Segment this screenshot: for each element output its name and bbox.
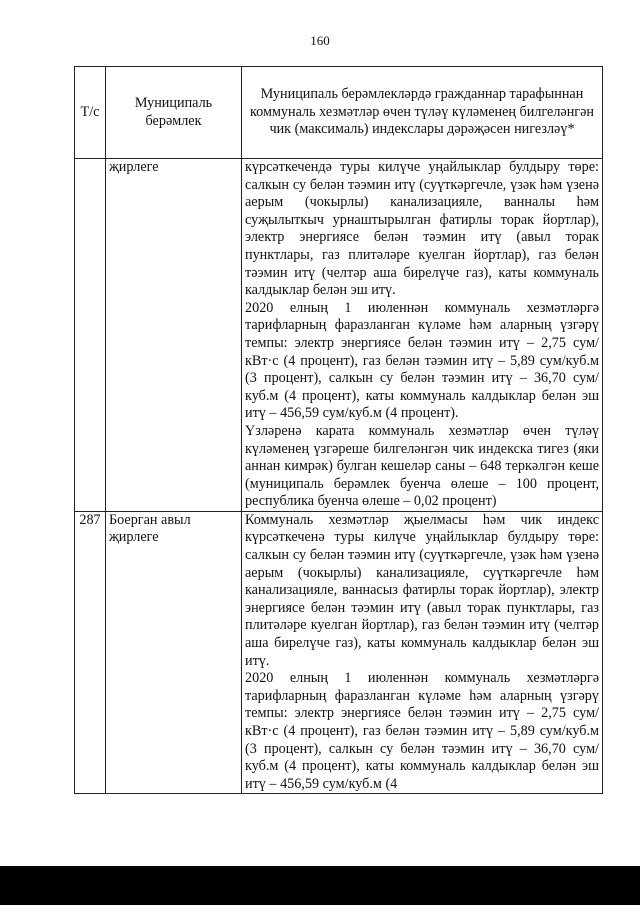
scan-bottom-edge xyxy=(0,866,640,905)
row-number xyxy=(75,159,106,512)
municipality-name: җирлеге xyxy=(106,159,242,512)
header-num: Т/с xyxy=(75,67,106,159)
criteria-text xyxy=(242,511,603,794)
page-number: 160 xyxy=(310,33,330,48)
criteria-paragraph: күрсәткечендә туры килүче уңайлыклар булдыру төре: салкын су белән тәэмин итү (суүткәргечле, үзәк һәм үзенә аерым (чокырлы) канализацияле, ванналы һәм суҗылыткыч урнаштырылган фатирлы торак йортлар), электр энергиясе белән тәэмин итү (авыл торак пунктлары, газ плитәләре куелган йортлар), газ белән тәэмин итү (челтәр аша бирелүче газ), каты коммуналь калдыклар белән эш итү. xyxy=(245,159,599,299)
municipality-name: Боерган авыл җирлеге xyxy=(106,511,242,794)
row-number: 287 xyxy=(75,511,106,794)
municipal-tariff-table xyxy=(74,66,603,794)
criteria-paragraph: Үзләренә карата коммуналь хезмәтләр өчен түләү күләменең үзгәреше билгеләнгән чик индекска тигез (яки аннан кимрәк) булган кешеләр саны – 648 теркәлгән кеше (муниципаль берәмлек буенча өлеше – 100 процент, республика буенча өлеше – 0,02 процент) xyxy=(245,422,599,510)
header-criteria: Муниципаль берәмлекләрдә гражданнар тарафыннан коммуналь хезмәтләр өчен түләү күләменең билгеләнгән чик (максималь) индекслары дәрәҗәсен нигезләү* xyxy=(242,67,603,159)
criteria-text xyxy=(242,159,603,512)
table-header-row xyxy=(75,67,603,159)
criteria-paragraph: 2020 елның 1 июленнән коммуналь хезмәтләргә тарифларның фаразланган күләме һәм аларның үзгәрү темпы: электр энергиясе белән тәэмин итү – 2,75 сум/кВт·с (4 процент), газ белән тәэмин итү – 5,89 сум/куб.м (3 процент), салкын су белән тәэмин итү – 36,70 сум/куб.м (4 процент), каты коммуналь калдыклар белән эш итү – 456,59 сум/куб.м (4 xyxy=(245,670,599,792)
table-row xyxy=(75,159,603,512)
table-row xyxy=(75,511,603,794)
criteria-paragraph: 2020 елның 1 июленнән коммуналь хезмәтләргә тарифларның фаразланган күләме һәм аларның үзгәрү темпы: электр энергиясе белән тәэмин итү – 2,75 сум/кВт·с (4 процент), газ белән тәэмин итү – 5,89 сум/куб.м (3 процент), салкын су белән тәэмин итү – 36,70 сум/куб.м (4 процент), каты коммуналь калдыклар белән эш итү – 456,59 сум/куб.м (4 процент). xyxy=(245,299,599,422)
header-municipality: Муниципаль берәмлек xyxy=(106,67,242,159)
criteria-paragraph: Коммуналь хезмәтләр җыелмасы һәм чик индекс күрсәткеченә туры килүче уңайлыклар булдыру төре: салкын су белән тәэмин итү (суүткәргечле, үзәк һәм үзенә аерым (чокырлы) канализацияле, суүткәргечле һәм канализацияле, ваннасыз фатирлы торак йортлар), электр энергиясе белән тәэмин итү (авыл торак пунктлары, газ плитәләре куелган йортлар), газ белән тәэмин итү (челтәр аша бирелүче газ), каты коммуналь калдыклар белән эш итү. xyxy=(245,511,599,669)
